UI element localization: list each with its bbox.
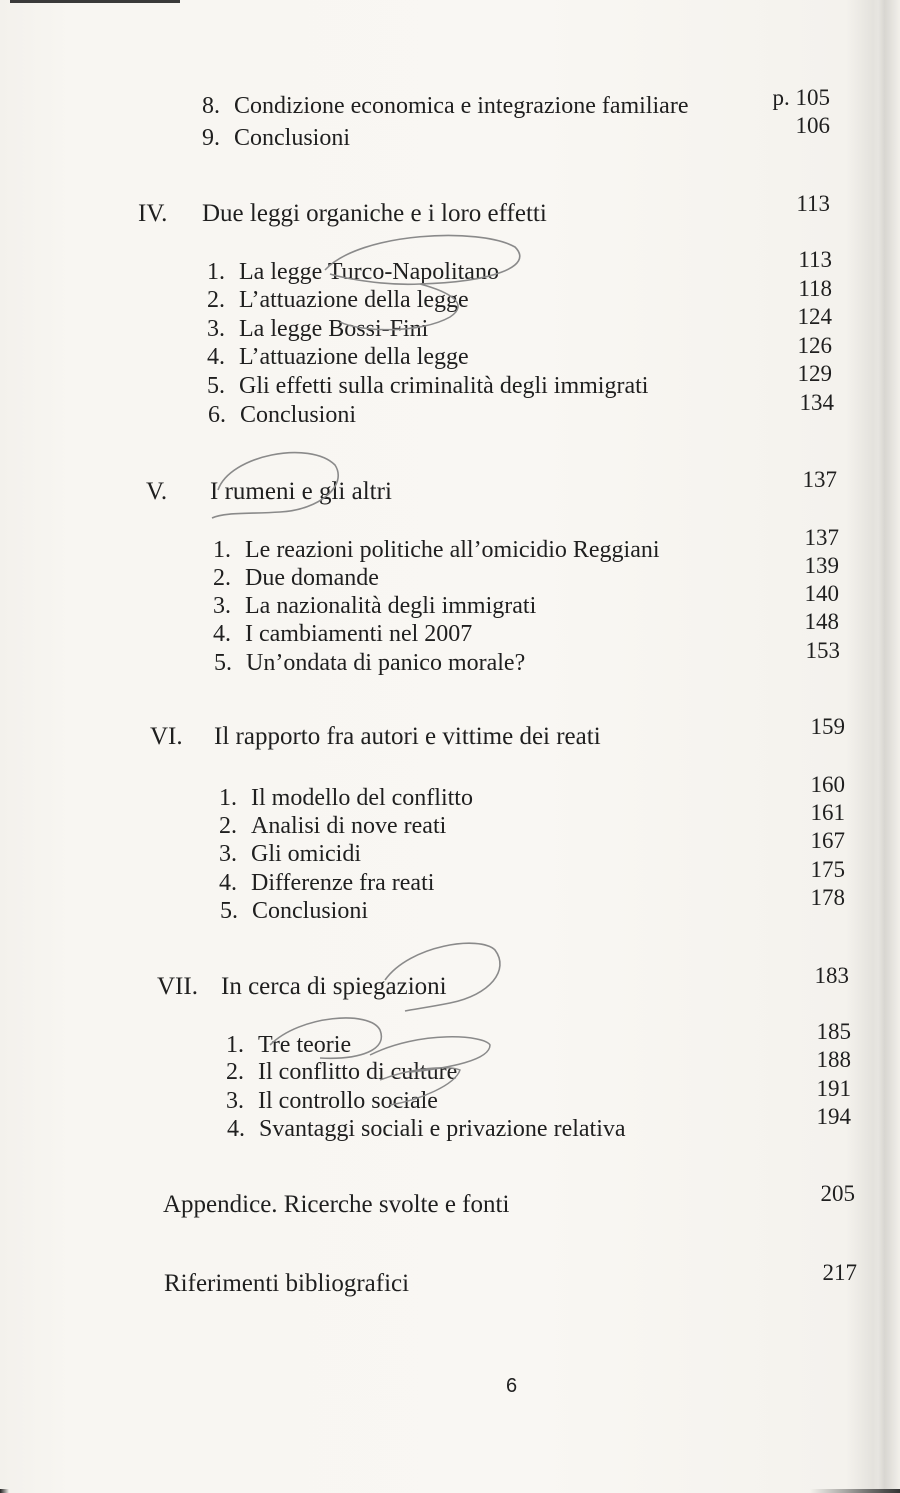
chapter-heading bbox=[138, 200, 547, 228]
entry-number: 8. bbox=[202, 93, 220, 119]
entry-page: 148 bbox=[804, 609, 839, 634]
entry-title: I cambiamenti nel 2007 bbox=[245, 621, 473, 647]
toc-entry: 2. Il conflitto di culture bbox=[226, 1059, 458, 1085]
entry-title: Svantaggi sociali e privazione relativa bbox=[259, 1116, 626, 1142]
toc-entry bbox=[202, 92, 688, 120]
entry-title: Gli effetti sulla criminalità degli immigrati bbox=[239, 373, 649, 399]
entry-title: Differenze fra reati bbox=[251, 870, 435, 896]
chapter-title: Il rapporto fra autori e vittime dei reati bbox=[214, 723, 601, 750]
toc-entry bbox=[202, 124, 350, 152]
toc-entry: 2. Due domande bbox=[213, 565, 379, 591]
toc-entry: 5. Un’ondata di panico morale? bbox=[214, 650, 526, 676]
chapter-number: V. bbox=[146, 478, 168, 505]
entry-page: 139 bbox=[804, 553, 839, 578]
scan-bottom-edge bbox=[0, 1489, 900, 1493]
toc-entry: 3. La legge Bossi-Fini bbox=[207, 316, 429, 342]
toc-entry: 1. La legge Turco-Napolitano bbox=[207, 259, 499, 285]
chapter-title: I rumeni e gli altri bbox=[210, 478, 392, 505]
entry-number: 9. bbox=[202, 125, 220, 151]
chapter-title: In cerca di spiegazioni bbox=[221, 973, 447, 1000]
entry-title: Il controllo sociale bbox=[258, 1088, 438, 1114]
entry-title: La legge Turco-Napolitano bbox=[239, 259, 499, 285]
chapter-title: Due leggi organiche e i loro effetti bbox=[202, 200, 547, 227]
toc-entry: 5. Gli effetti sulla criminalità degli immigrati bbox=[207, 373, 649, 399]
chapter-page: 159 bbox=[810, 714, 845, 739]
entry-title: Gli omicidi bbox=[251, 841, 361, 867]
entry-page: 160 bbox=[810, 772, 845, 797]
chapter-heading bbox=[146, 478, 392, 506]
chapter-heading bbox=[150, 723, 601, 751]
entry-title: Il conflitto di culture bbox=[258, 1059, 458, 1085]
entry-page: 140 bbox=[804, 581, 839, 606]
entry-page: 191 bbox=[816, 1076, 851, 1101]
entry-page: 134 bbox=[799, 390, 834, 415]
entry-page: 113 bbox=[798, 247, 832, 272]
entry-title: La nazionalità degli immigrati bbox=[245, 593, 537, 619]
chapter-number: IV. bbox=[138, 200, 168, 227]
entry-page: 126 bbox=[797, 333, 832, 358]
toc-entry: 2. L’attuazione della legge bbox=[207, 287, 469, 313]
entry-title: Conclusioni bbox=[234, 125, 351, 151]
entry-title: La legge Bossi-Fini bbox=[239, 316, 429, 342]
toc-entry: 1. Il modello del conflitto bbox=[219, 785, 473, 811]
chapter-page: 113 bbox=[796, 191, 830, 216]
appendix-page: 205 bbox=[820, 1181, 855, 1206]
entry-page: 178 bbox=[810, 885, 845, 910]
bibliography-page: 217 bbox=[822, 1260, 857, 1285]
chapter-page: 137 bbox=[802, 467, 837, 492]
toc-entry: 3. La nazionalità degli immigrati bbox=[213, 593, 537, 619]
entry-title: Tre teorie bbox=[258, 1032, 352, 1058]
page-number: 6 bbox=[506, 1375, 518, 1397]
toc-entry: 3. Il controllo sociale bbox=[226, 1088, 438, 1114]
entry-title: Conclusioni bbox=[240, 402, 357, 428]
entry-title: Condizione economica e integrazione familiare bbox=[234, 93, 689, 119]
toc-entry: 1. Le reazioni politiche all’omicidio Reggiani bbox=[213, 537, 660, 563]
entry-page: 167 bbox=[810, 828, 845, 853]
entry-page: 185 bbox=[816, 1019, 851, 1044]
entry-page: 194 bbox=[816, 1104, 851, 1129]
entry-page: 161 bbox=[810, 800, 845, 825]
entry-title: Due domande bbox=[245, 565, 379, 591]
chapter-page: 183 bbox=[814, 963, 849, 988]
toc-entry: 4. I cambiamenti nel 2007 bbox=[213, 621, 473, 647]
page-fold-shadow bbox=[878, 0, 900, 1493]
page-prefix: p. bbox=[772, 85, 790, 110]
toc-entry: 5. Conclusioni bbox=[220, 898, 369, 924]
chapter-number: VII. bbox=[157, 973, 198, 1000]
chapter-heading bbox=[157, 973, 447, 1001]
entry-page: 137 bbox=[804, 525, 839, 550]
entry-title: L’attuazione della legge bbox=[239, 287, 469, 313]
scan-top-edge bbox=[10, 0, 180, 3]
entry-page: 188 bbox=[816, 1047, 851, 1072]
entry-title: Un’ondata di panico morale? bbox=[246, 650, 526, 676]
bibliography-heading: Riferimenti bibliografici bbox=[164, 1270, 410, 1297]
entry-page: 106 bbox=[795, 113, 830, 138]
entry-title: Analisi di nove reati bbox=[251, 813, 447, 839]
toc-entry: 3. Gli omicidi bbox=[219, 841, 361, 867]
toc-entry: 4. L’attuazione della legge bbox=[207, 344, 469, 370]
entry-page: p. 105 bbox=[772, 85, 830, 110]
toc-entry: 1. Tre teorie bbox=[226, 1032, 352, 1058]
entry-page: 153 bbox=[805, 638, 840, 663]
appendix-heading: Appendice. Ricerche svolte e fonti bbox=[163, 1191, 510, 1218]
toc-entry: 4. Svantaggi sociali e privazione relativa bbox=[227, 1116, 626, 1142]
entry-page: 124 bbox=[797, 304, 832, 329]
toc-entry: 6. Conclusioni bbox=[208, 402, 357, 428]
entry-title: Conclusioni bbox=[252, 898, 369, 924]
toc-entry: 2. Analisi di nove reati bbox=[219, 813, 447, 839]
entry-title: Il modello del conflitto bbox=[251, 785, 473, 811]
entry-page: 129 bbox=[797, 361, 832, 386]
chapter-number: VI. bbox=[150, 723, 183, 750]
toc-entry: 4. Differenze fra reati bbox=[219, 870, 435, 896]
entry-page: 118 bbox=[798, 276, 832, 301]
entry-title: L’attuazione della legge bbox=[239, 344, 469, 370]
entry-title: Le reazioni politiche all’omicidio Reggiani bbox=[245, 537, 660, 563]
entry-page: 175 bbox=[810, 857, 845, 882]
